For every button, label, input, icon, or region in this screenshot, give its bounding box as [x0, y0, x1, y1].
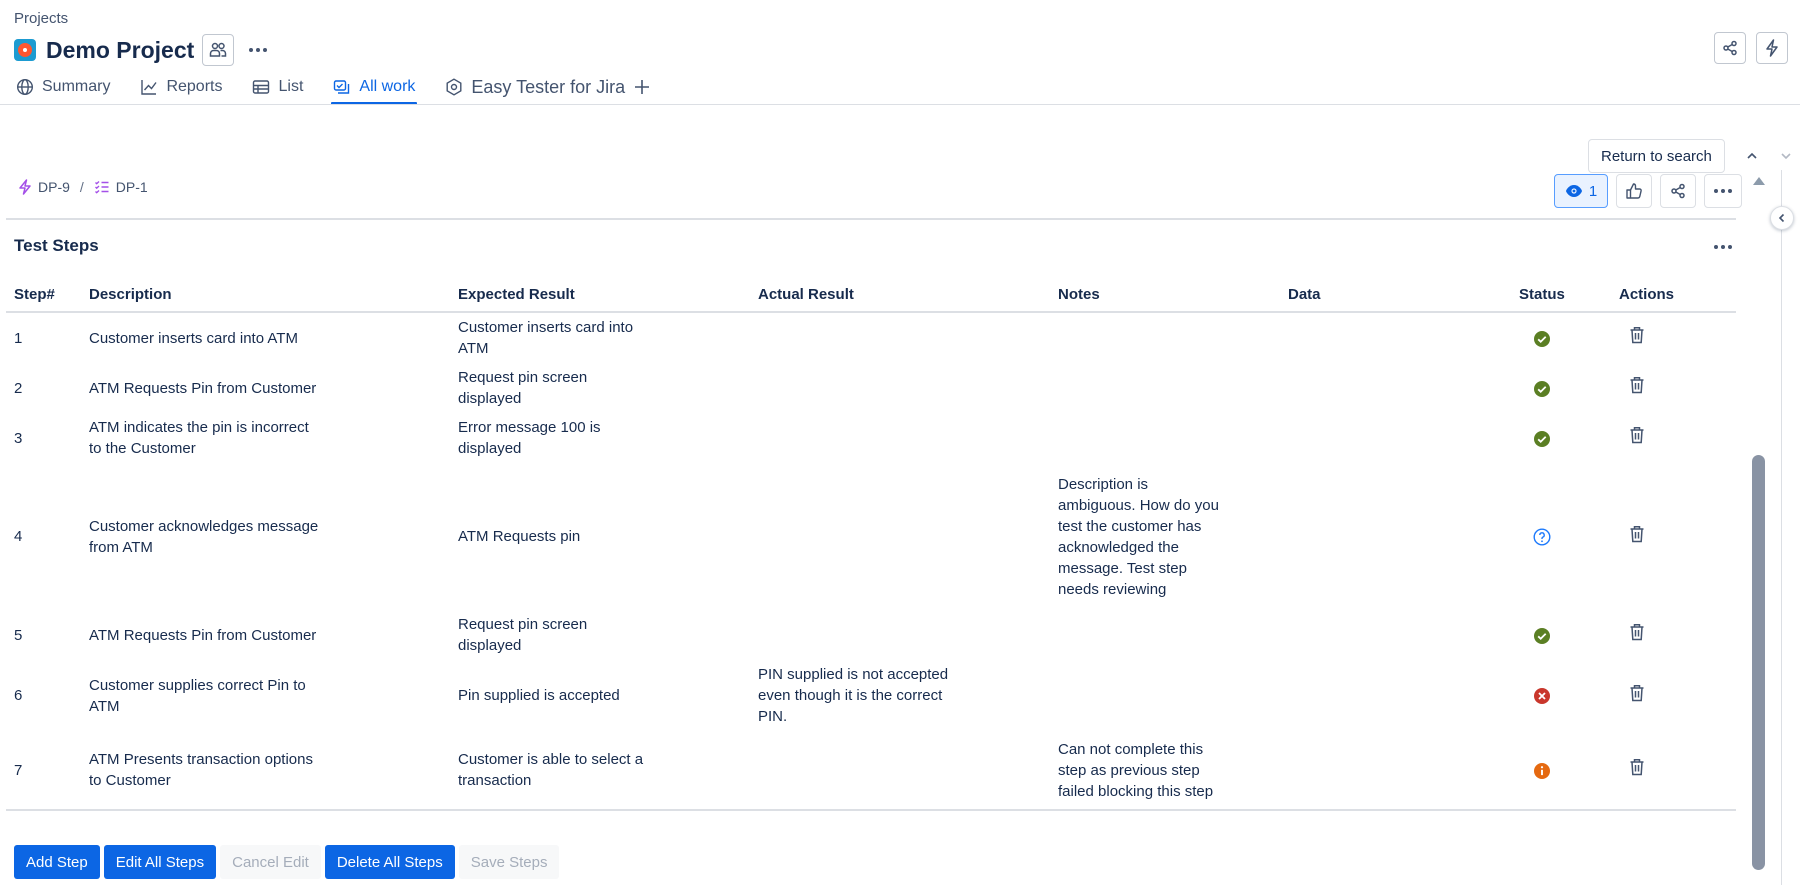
cell-description	[81, 413, 450, 463]
cell-actions	[1611, 312, 1736, 363]
cell-actual	[750, 312, 1050, 363]
table-row[interactable]	[6, 463, 1736, 610]
cell-actual	[750, 660, 1050, 731]
cell-step-text: 3	[14, 429, 23, 447]
cell-actions	[1611, 363, 1736, 413]
cell-data	[1280, 731, 1511, 810]
table-row[interactable]	[6, 610, 1736, 660]
tab-summary-label: Summary	[42, 78, 111, 95]
cell-notes-text: Can not complete this step as previous step failed blocking this step	[1058, 740, 1214, 800]
table-row[interactable]	[6, 731, 1736, 810]
delete-step-button[interactable]	[1629, 684, 1645, 702]
people-icon	[209, 41, 227, 59]
add-step-button[interactable]: Add Step	[14, 845, 100, 879]
column-header-step: Step#	[6, 278, 81, 312]
cell-notes	[1050, 312, 1280, 363]
column-header-notes: Notes	[1050, 278, 1280, 312]
delete-step-button[interactable]	[1629, 525, 1645, 543]
column-header-data: Data	[1280, 278, 1511, 312]
test-steps-more-button[interactable]	[1708, 236, 1738, 258]
delete-step-button[interactable]	[1629, 426, 1645, 444]
cell-description	[81, 363, 450, 413]
trash-icon	[1629, 758, 1645, 776]
share-project-button[interactable]	[1714, 32, 1746, 64]
cell-description	[81, 312, 450, 363]
cell-notes	[1050, 463, 1280, 610]
cell-description	[81, 610, 450, 660]
cell-notes	[1050, 363, 1280, 413]
hexagon-icon	[445, 78, 463, 96]
cell-actions	[1611, 463, 1736, 610]
cell-description	[81, 731, 450, 810]
cell-description-text: ATM indicates the pin is incorrect to the Customer	[89, 419, 309, 457]
cell-expected	[450, 363, 750, 413]
delete-step-button[interactable]	[1629, 326, 1645, 344]
trash-icon	[1629, 376, 1645, 394]
chevron-left-icon	[1776, 212, 1788, 224]
cell-actual	[750, 610, 1050, 660]
tab-reports[interactable]	[138, 70, 224, 104]
cell-status[interactable]	[1511, 312, 1611, 363]
breadcrumb-separator: /	[79, 179, 84, 195]
cell-expected	[450, 731, 750, 810]
cell-step-text: 1	[14, 329, 23, 347]
like-button[interactable]	[1616, 174, 1652, 208]
cell-description-text: ATM Presents transaction options to Customer	[89, 751, 313, 789]
save-steps-button[interactable]: Save Steps	[459, 845, 560, 879]
cell-step	[6, 363, 81, 413]
cell-expected	[450, 312, 750, 363]
cell-actions	[1611, 413, 1736, 463]
cell-expected-text: Error message 100 is displayed	[458, 419, 601, 457]
tab-list[interactable]	[250, 70, 305, 104]
cell-status[interactable]	[1511, 363, 1611, 413]
cell-notes	[1050, 413, 1280, 463]
cell-actions	[1611, 660, 1736, 731]
test-checklist-icon	[94, 179, 110, 195]
delete-step-button[interactable]	[1629, 758, 1645, 776]
chart-line-icon	[140, 78, 158, 96]
header-divider	[0, 104, 1800, 105]
trash-icon	[1629, 623, 1645, 641]
globe-icon	[16, 78, 34, 96]
cell-notes	[1050, 660, 1280, 731]
cell-expected	[450, 463, 750, 610]
cell-data	[1280, 413, 1511, 463]
column-header-actual: Actual Result	[750, 278, 1050, 312]
previous-issue-button[interactable]	[1740, 144, 1764, 168]
trash-icon	[1629, 426, 1645, 444]
tab-list-label: List	[278, 78, 304, 95]
status-pass-icon	[1533, 627, 1551, 645]
cell-status[interactable]	[1511, 413, 1611, 463]
trash-icon	[1629, 525, 1645, 543]
plus-icon[interactable]	[633, 78, 651, 96]
cell-data	[1280, 610, 1511, 660]
return-to-search-button[interactable]: Return to search	[1588, 139, 1725, 173]
issue-more-button[interactable]	[1704, 174, 1742, 208]
cell-status[interactable]	[1511, 610, 1611, 660]
table-row[interactable]	[6, 660, 1736, 731]
more-icon	[1713, 188, 1733, 194]
trash-icon	[1629, 684, 1645, 702]
column-header-actions: Actions	[1611, 278, 1736, 312]
issue-actions	[1554, 174, 1742, 208]
team-button[interactable]	[202, 34, 234, 66]
cell-data	[1280, 660, 1511, 731]
cell-actual	[750, 413, 1050, 463]
cell-step	[6, 660, 81, 731]
cell-step	[6, 463, 81, 610]
project-title[interactable]: Demo Project	[46, 36, 195, 63]
share-icon	[1722, 40, 1738, 56]
share-icon	[1670, 183, 1686, 199]
cell-description-text: ATM Requests Pin from Customer	[89, 626, 317, 644]
project-logo-icon	[14, 39, 36, 61]
cell-description	[81, 660, 450, 731]
cell-step-text: 2	[14, 379, 23, 397]
cell-step-text: 6	[14, 687, 23, 704]
eye-icon	[1565, 184, 1583, 198]
parent-issue-key[interactable]: DP-9	[38, 179, 70, 195]
cell-expected	[450, 610, 750, 660]
status-query-icon	[1533, 528, 1551, 546]
cell-step-text: 5	[14, 626, 23, 644]
cell-expected-text: ATM Requests pin	[458, 528, 581, 545]
status-fail-icon	[1533, 687, 1551, 705]
cell-step-text: 4	[14, 528, 23, 545]
share-issue-button[interactable]	[1660, 174, 1696, 208]
cell-actual	[750, 731, 1050, 810]
project-title-row	[14, 34, 274, 66]
collapse-panel-button[interactable]	[1770, 206, 1794, 230]
cell-step	[6, 312, 81, 363]
section-divider	[6, 218, 1736, 220]
cell-data	[1280, 363, 1511, 413]
issue-navigation	[1740, 144, 1798, 168]
cancel-edit-button[interactable]: Cancel Edit	[220, 845, 321, 879]
column-header-status: Status	[1511, 278, 1611, 312]
chevron-down-icon	[1779, 149, 1793, 163]
cell-actual-text: PIN supplied is not accepted even though it is the correct PIN.	[758, 666, 949, 725]
cell-expected-text: Customer is able to select a transaction	[458, 751, 644, 789]
issue-breadcrumb	[18, 179, 148, 195]
top-right-actions	[1714, 32, 1788, 64]
cell-step-text: 7	[14, 761, 23, 779]
cell-description-text: Customer supplies correct Pin to ATM	[89, 676, 306, 715]
column-header-description: Description	[81, 278, 450, 312]
delete-step-button[interactable]	[1629, 376, 1645, 394]
more-icon	[1713, 244, 1733, 250]
cell-status[interactable]	[1511, 731, 1611, 810]
chevron-up-icon	[1745, 149, 1759, 163]
cell-description-text: ATM Requests Pin from Customer	[89, 379, 317, 397]
project-more-button[interactable]	[242, 34, 274, 66]
table-row[interactable]	[6, 363, 1736, 413]
status-pass-icon	[1533, 330, 1551, 348]
next-issue-button[interactable]	[1774, 144, 1798, 168]
cell-expected-text: Request pin screen displayed	[458, 369, 588, 407]
table-row[interactable]	[6, 312, 1736, 363]
scrollbar-thumb[interactable]	[1752, 455, 1765, 870]
cell-status[interactable]	[1511, 660, 1611, 731]
watch-count: 1	[1588, 182, 1598, 200]
cell-data	[1280, 463, 1511, 610]
test-steps-table	[6, 278, 1736, 811]
tab-easy-tester[interactable]	[443, 70, 653, 104]
table-row[interactable]	[6, 413, 1736, 463]
cell-actual	[750, 363, 1050, 413]
current-issue-key[interactable]: DP-1	[115, 179, 148, 195]
breadcrumb-projects[interactable]: Projects	[14, 10, 69, 27]
cell-status[interactable]	[1511, 463, 1611, 610]
cell-description-text: Customer inserts card into ATM	[89, 329, 298, 347]
cell-notes	[1050, 610, 1280, 660]
trash-icon	[1629, 326, 1645, 344]
cell-expected-text: Pin supplied is accepted	[458, 687, 620, 704]
automation-button[interactable]	[1756, 32, 1788, 64]
project-nav-tabs	[14, 70, 653, 104]
cell-expected	[450, 660, 750, 731]
cell-actions	[1611, 610, 1736, 660]
cell-notes	[1050, 731, 1280, 810]
cell-notes-text: Description is ambiguous. How do you test the customer has acknowledged the message. Test step needs reviewing	[1058, 475, 1219, 598]
more-icon	[248, 47, 268, 53]
cell-description-text: Customer acknowledges message from ATM	[89, 517, 319, 556]
status-pass-icon	[1533, 430, 1551, 448]
cell-step	[6, 413, 81, 463]
tab-all-work-label: All work	[359, 78, 416, 95]
cell-step	[6, 731, 81, 810]
steps-footer-actions	[14, 845, 559, 879]
epic-lightning-icon	[18, 179, 32, 195]
column-header-expected: Expected Result	[450, 278, 750, 312]
lightning-icon	[1765, 39, 1779, 57]
all-work-icon	[333, 78, 351, 96]
cell-expected-text: Customer inserts card into ATM	[458, 319, 634, 357]
watch-button[interactable]	[1554, 174, 1608, 208]
thumbs-up-icon	[1625, 182, 1643, 200]
cell-actual	[750, 463, 1050, 610]
cell-data	[1280, 312, 1511, 363]
table-icon	[252, 78, 270, 96]
scroll-up-arrow-icon[interactable]	[1753, 177, 1765, 185]
cell-expected	[450, 413, 750, 463]
side-panel-divider	[1781, 170, 1782, 885]
cell-actions	[1611, 731, 1736, 810]
cell-expected-text: Request pin screen displayed	[458, 616, 588, 654]
status-blocked-icon	[1533, 762, 1551, 780]
status-pass-icon	[1533, 380, 1551, 398]
tab-reports-label: Reports	[166, 78, 223, 95]
tab-easy-tester-label: Easy Tester for Jira	[471, 76, 626, 97]
delete-all-steps-button[interactable]: Delete All Steps	[325, 845, 455, 879]
cell-step	[6, 610, 81, 660]
tab-summary[interactable]	[14, 70, 112, 104]
delete-step-button[interactable]	[1629, 623, 1645, 641]
cell-description	[81, 463, 450, 610]
tab-all-work[interactable]	[331, 70, 417, 104]
test-steps-title: Test Steps	[14, 236, 99, 255]
table-header-row	[6, 278, 1736, 312]
edit-all-steps-button[interactable]: Edit All Steps	[104, 845, 216, 879]
